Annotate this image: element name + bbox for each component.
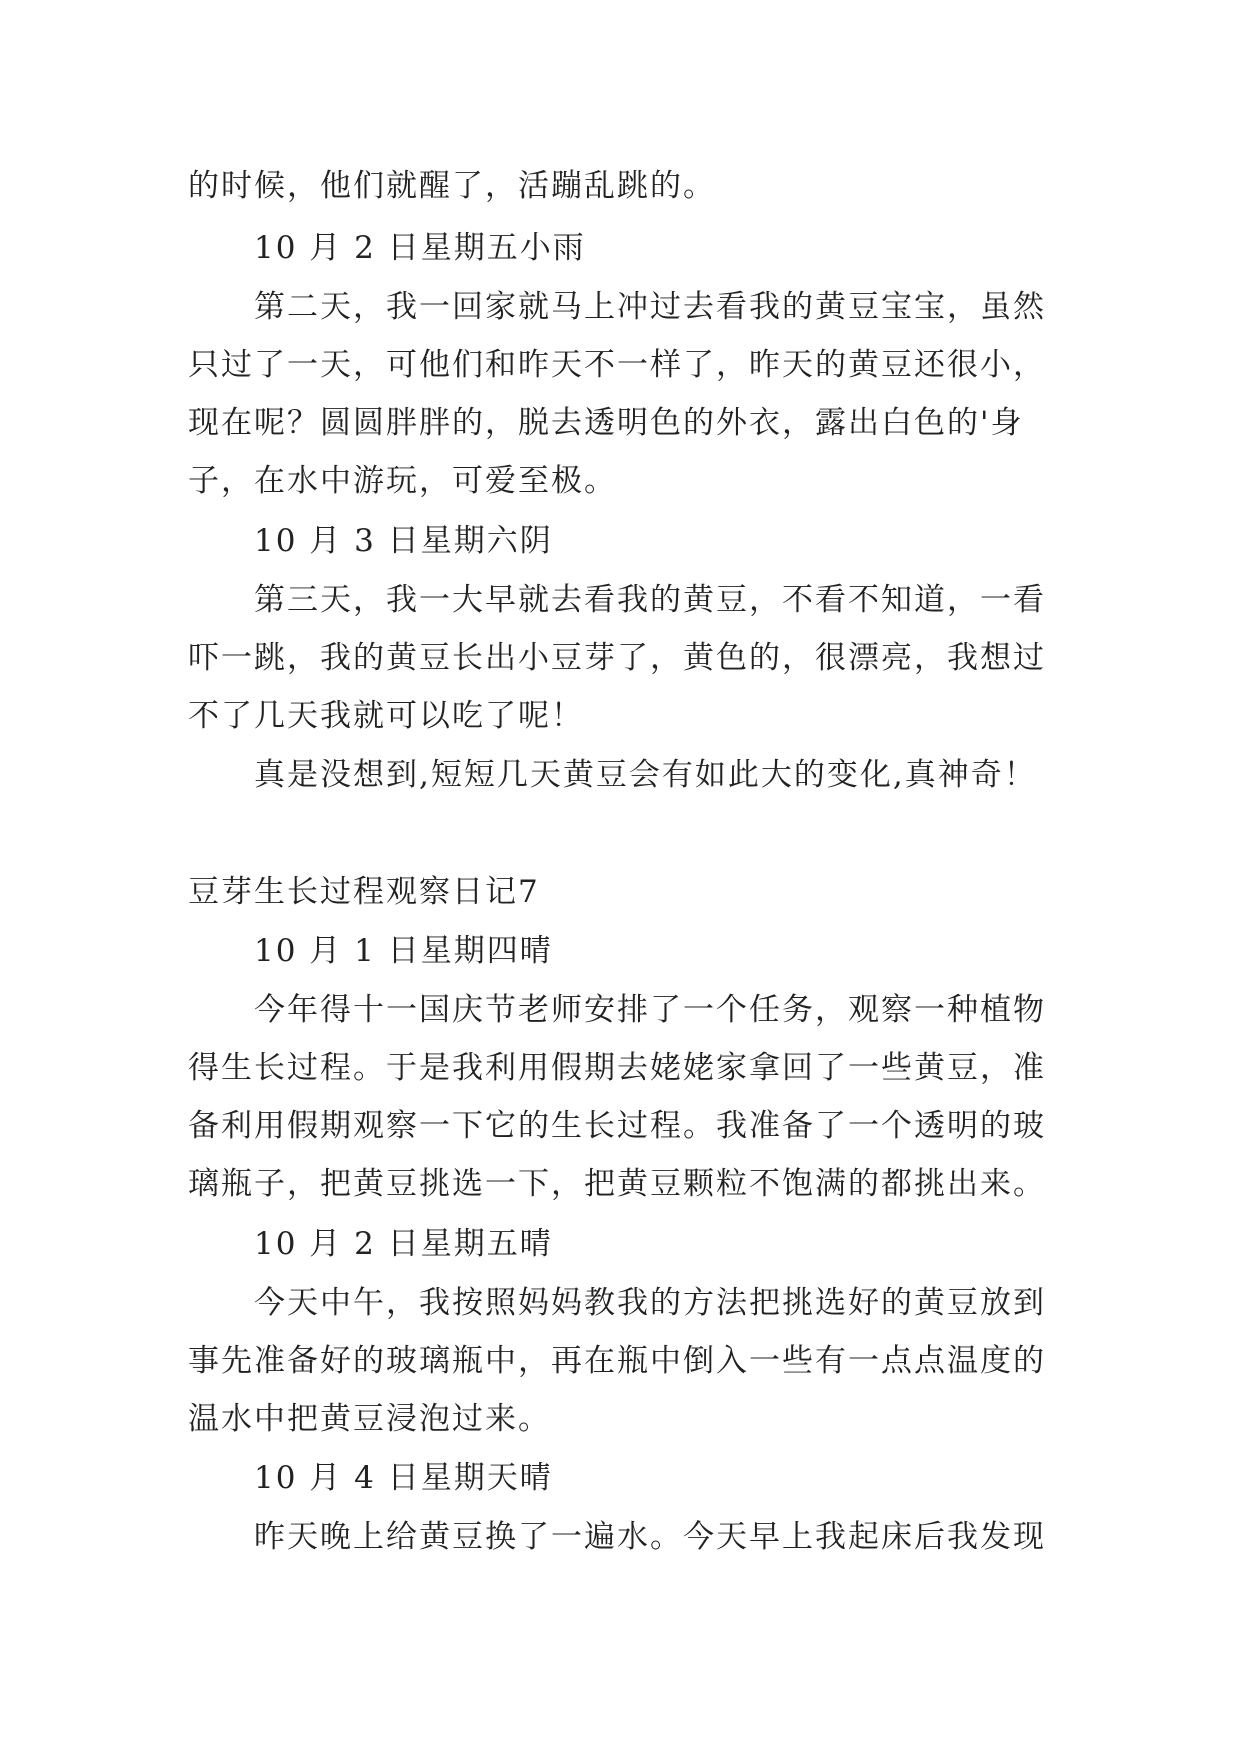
paragraph-line: 璃瓶子，把黄豆挑选一下，把黄豆颗粒不饱满的都挑出来。 [188,1166,1046,1202]
diary-date-heading: 10 月 2 日星期五小雨 [254,230,586,266]
paragraph-line: 事先准备好的玻璃瓶中，再在瓶中倒入一些有一点点温度的 [188,1343,1046,1379]
diary-date-heading: 10 月 3 日星期六阴 [254,523,553,559]
paragraph-line: 今年得十一国庆节老师安排了一个任务，观察一种植物 [254,992,1046,1028]
diary-date-heading: 10 月 4 日星期天晴 [254,1460,553,1496]
section-title: 豆芽生长过程观察日记7 [188,874,540,910]
paragraph-line: 吓一跳，我的黄豆长出小豆芽了，黄色的，很漂亮，我想过 [188,640,1046,676]
paragraph-line: 昨天晚上给黄豆换了一遍水。今天早上我起床后我发现 [254,1519,1046,1555]
paragraph-line: 子，在水中游玩，可爱至极。 [188,463,617,499]
paragraph-line: 只过了一天，可他们和昨天不一样了，昨天的黄豆还很小， [188,347,1046,383]
paragraph-line: 温水中把黄豆浸泡过来。 [188,1401,551,1437]
paragraph-line: 得生长过程。于是我利用假期去姥姥家拿回了一些黄豆，准 [188,1050,1046,1086]
diary-date-heading: 10 月 2 日星期五晴 [254,1226,553,1262]
paragraph-line: 真是没想到,短短几天黄豆会有如此大的变化,真神奇！ [254,757,1037,793]
paragraph-line: 不了几天我就可以吃了呢！ [188,698,584,734]
paragraph-line: 今天中午，我按照妈妈教我的方法把挑选好的黄豆放到 [254,1285,1046,1321]
paragraph-line: 备利用假期观察一下它的生长过程。我准备了一个透明的玻 [188,1108,1046,1144]
paragraph-line: 第二天，我一回家就马上冲过去看我的黄豆宝宝，虽然 [254,289,1046,325]
paragraph-line: 的时候，他们就醒了，活蹦乱跳的。 [188,168,716,204]
diary-date-heading: 10 月 1 日星期四晴 [254,933,553,969]
paragraph-line: 第三天，我一大早就去看我的黄豆，不看不知道，一看 [254,582,1046,618]
paragraph-line: 现在呢？圆圆胖胖的，脱去透明色的外衣，露出白色的'身 [188,405,1024,441]
